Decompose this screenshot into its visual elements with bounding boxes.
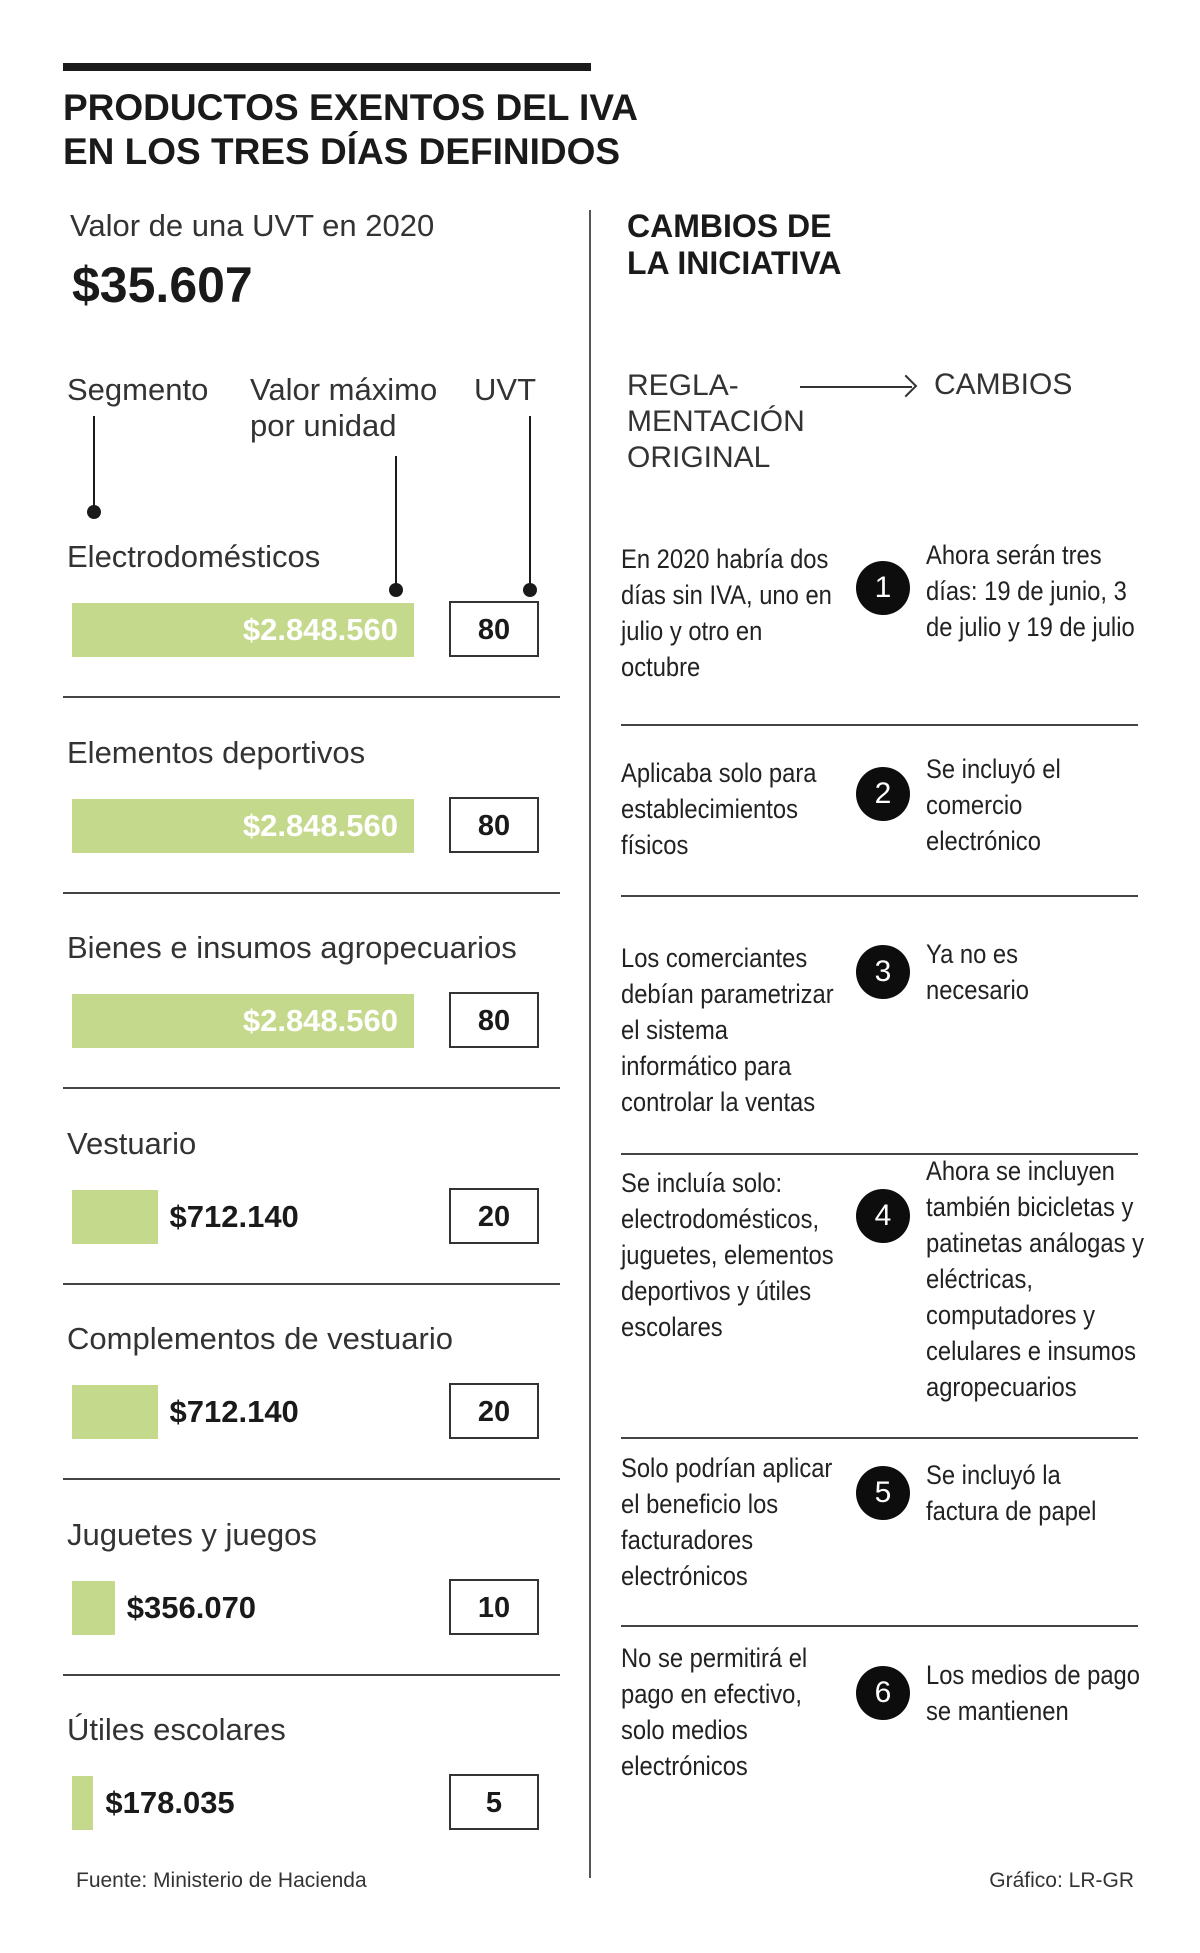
- original-rule-line: Aplicaba solo para: [621, 758, 817, 788]
- title-line-1: PRODUCTOS EXENTOS DEL IVA: [63, 87, 638, 128]
- segment-name: Complementos de vestuario: [67, 1321, 453, 1356]
- changes-title-line-2: LA INICIATIVA: [627, 245, 842, 281]
- source-note: Fuente: Ministerio de Hacienda: [76, 1869, 367, 1892]
- change-number-badge: 6: [856, 1666, 910, 1720]
- value-bar: [72, 1190, 158, 1244]
- change-line: Ya no es: [926, 939, 1019, 969]
- change-line: factura de papel: [926, 1496, 1097, 1526]
- page-title: [63, 86, 663, 174]
- original-rule-line: electrónicos: [621, 1751, 748, 1781]
- original-rule-line: En 2020 habría dos: [621, 544, 829, 574]
- segment-name: Juguetes y juegos: [67, 1516, 317, 1552]
- original-rule-line: octubre: [621, 652, 701, 682]
- value-label: $2.848.560: [242, 612, 398, 647]
- value-label: $712.140: [169, 1198, 299, 1234]
- segment-divider: [63, 892, 560, 894]
- original-rule-line: deportivos y útiles: [621, 1276, 812, 1306]
- change-line: electrónico: [926, 826, 1041, 856]
- change-number-badge: 3: [856, 945, 910, 999]
- uvt-box: 80: [449, 797, 539, 853]
- original-label-line-3: ORIGINAL: [627, 441, 771, 474]
- change-number-badge: 5: [856, 1466, 910, 1520]
- value-label: $2.848.560: [242, 1003, 398, 1038]
- original-rule-line: facturadores: [621, 1525, 754, 1555]
- change-line: eléctricas,: [926, 1264, 1033, 1294]
- change-text: [926, 936, 1029, 1008]
- original-rule-line: No se permitirá el: [621, 1643, 808, 1673]
- original-rule-line: electrónicos: [621, 1561, 748, 1591]
- change-row-divider: [621, 1625, 1138, 1627]
- change-line: de julio y 19 de julio: [926, 612, 1135, 642]
- value-label: $2.848.560: [242, 807, 398, 843]
- uvt-box: 80: [449, 601, 539, 657]
- change-line: se mantienen: [926, 1696, 1069, 1726]
- change-number-badge: 4: [856, 1189, 910, 1243]
- segment-divider: [63, 1087, 560, 1089]
- change-number-badge: 1: [856, 561, 910, 615]
- segment-name: Bienes e insumos agropecuarios: [67, 930, 517, 965]
- change-row-divider: [621, 895, 1138, 897]
- original-rule-line: electrodomésticos,: [621, 1204, 820, 1234]
- title-line-2: EN LOS TRES DÍAS DEFINIDOS: [63, 131, 621, 172]
- segment-divider: [63, 1478, 560, 1480]
- original-rule-line: pago en efectivo,: [621, 1679, 802, 1709]
- value-label: $712.140: [169, 1394, 299, 1429]
- value-label: $178.035: [105, 1785, 235, 1820]
- original-rule-line: controlar la ventas: [621, 1087, 816, 1117]
- changes-title: [627, 208, 842, 282]
- change-line: necesario: [926, 975, 1030, 1005]
- change-line: Ahora se incluyen: [926, 1156, 1115, 1186]
- uvt-box: 20: [449, 1383, 539, 1439]
- original-rule-text: [621, 1640, 807, 1784]
- segment-divider: [63, 1674, 560, 1676]
- change-line: patinetas análogas y: [926, 1228, 1144, 1258]
- original-rule-line: el beneficio los: [621, 1489, 779, 1519]
- arrow-head-icon: [895, 375, 918, 398]
- value-label: $356.070: [126, 1589, 257, 1625]
- change-line: Los medios de pago: [926, 1660, 1140, 1690]
- original-rule-line: el sistema: [621, 1015, 728, 1045]
- max-value-leader-line: [395, 456, 397, 586]
- change-text: [926, 1657, 1140, 1729]
- original-label-line-2: MENTACIÓN: [627, 405, 805, 438]
- original-rule-text: [621, 755, 816, 863]
- original-label-line-1: REGLA-: [627, 369, 739, 402]
- change-text: [926, 1153, 1144, 1405]
- uvt-value: $35.607: [72, 257, 253, 313]
- uvt-label: Valor de una UVT en 2020: [70, 208, 435, 243]
- change-text: [926, 1457, 1096, 1529]
- value-bar: [72, 1776, 93, 1830]
- change-line: agropecuarios: [926, 1372, 1077, 1402]
- original-rule-line: establecimientos: [621, 794, 798, 824]
- original-rule-text: [621, 1450, 832, 1594]
- max-value-leader-dot: [389, 583, 403, 597]
- header-segment: Segmento: [67, 372, 209, 407]
- value-bar: [72, 1385, 158, 1439]
- change-line: celulares e insumos: [926, 1336, 1136, 1366]
- changes-label: CAMBIOS: [934, 368, 1073, 401]
- uvt-box: 20: [449, 1188, 539, 1244]
- original-rule-line: días sin IVA, uno en: [621, 580, 832, 610]
- change-text: [926, 751, 1061, 859]
- change-line: días: 19 de junio, 3: [926, 576, 1127, 606]
- change-row-divider: [621, 724, 1138, 726]
- original-rule-line: julio y otro en: [621, 616, 763, 646]
- segment-name: Útiles escolares: [67, 1712, 286, 1747]
- change-number-badge: 2: [856, 767, 910, 821]
- original-rule-line: físicos: [621, 830, 689, 860]
- uvt-box: 10: [449, 1579, 539, 1635]
- change-line: Ahora serán tres: [926, 540, 1102, 570]
- uvt-box: 5: [449, 1774, 539, 1830]
- header-max-line-1: Valor máximo: [250, 372, 438, 407]
- top-rule: [63, 63, 591, 71]
- original-rule-line: debían parametrizar: [621, 979, 834, 1009]
- original-rule-line: escolares: [621, 1312, 723, 1342]
- uvt-leader-dot: [523, 583, 537, 597]
- original-rule-line: Solo podrían aplicar: [621, 1453, 833, 1483]
- original-rule-line: informático para: [621, 1051, 792, 1081]
- change-line: comercio: [926, 790, 1023, 820]
- header-uvt: UVT: [474, 372, 536, 407]
- original-rule-text: [621, 940, 834, 1120]
- segment-name: Elementos deportivos: [67, 734, 366, 770]
- original-rule-line: juguetes, elementos: [621, 1240, 834, 1270]
- credit-note: Gráfico: LR-GR: [989, 1869, 1134, 1892]
- uvt-box: 80: [449, 992, 539, 1048]
- change-line: computadores y: [926, 1300, 1096, 1330]
- segment-name: Vestuario: [67, 1125, 197, 1161]
- column-separator: [589, 210, 591, 1878]
- original-rule-line: Se incluía solo:: [621, 1168, 783, 1198]
- segment-leader-line: [93, 416, 95, 508]
- original-regulation-label: [627, 368, 805, 476]
- original-rule-line: Los comerciantes: [621, 943, 808, 973]
- header-max-line-2: por unidad: [250, 408, 397, 443]
- original-rule-text: [621, 541, 832, 685]
- value-bar: [72, 1581, 115, 1635]
- change-line: Se incluyó la: [926, 1460, 1061, 1490]
- change-line: Se incluyó el: [926, 754, 1061, 784]
- segment-divider: [63, 696, 560, 698]
- header-max-value: [250, 372, 437, 444]
- original-rule-text: [621, 1165, 834, 1345]
- segment-name: Electrodomésticos: [67, 539, 321, 574]
- uvt-leader-line: [529, 416, 531, 586]
- segment-divider: [63, 1283, 560, 1285]
- change-text: [926, 537, 1135, 645]
- segment-leader-dot: [87, 505, 101, 519]
- change-row-divider: [621, 1437, 1138, 1439]
- changes-title-line-1: CAMBIOS DE: [627, 208, 832, 244]
- change-line: también bicicletas y: [926, 1192, 1134, 1222]
- original-rule-line: solo medios: [621, 1715, 748, 1745]
